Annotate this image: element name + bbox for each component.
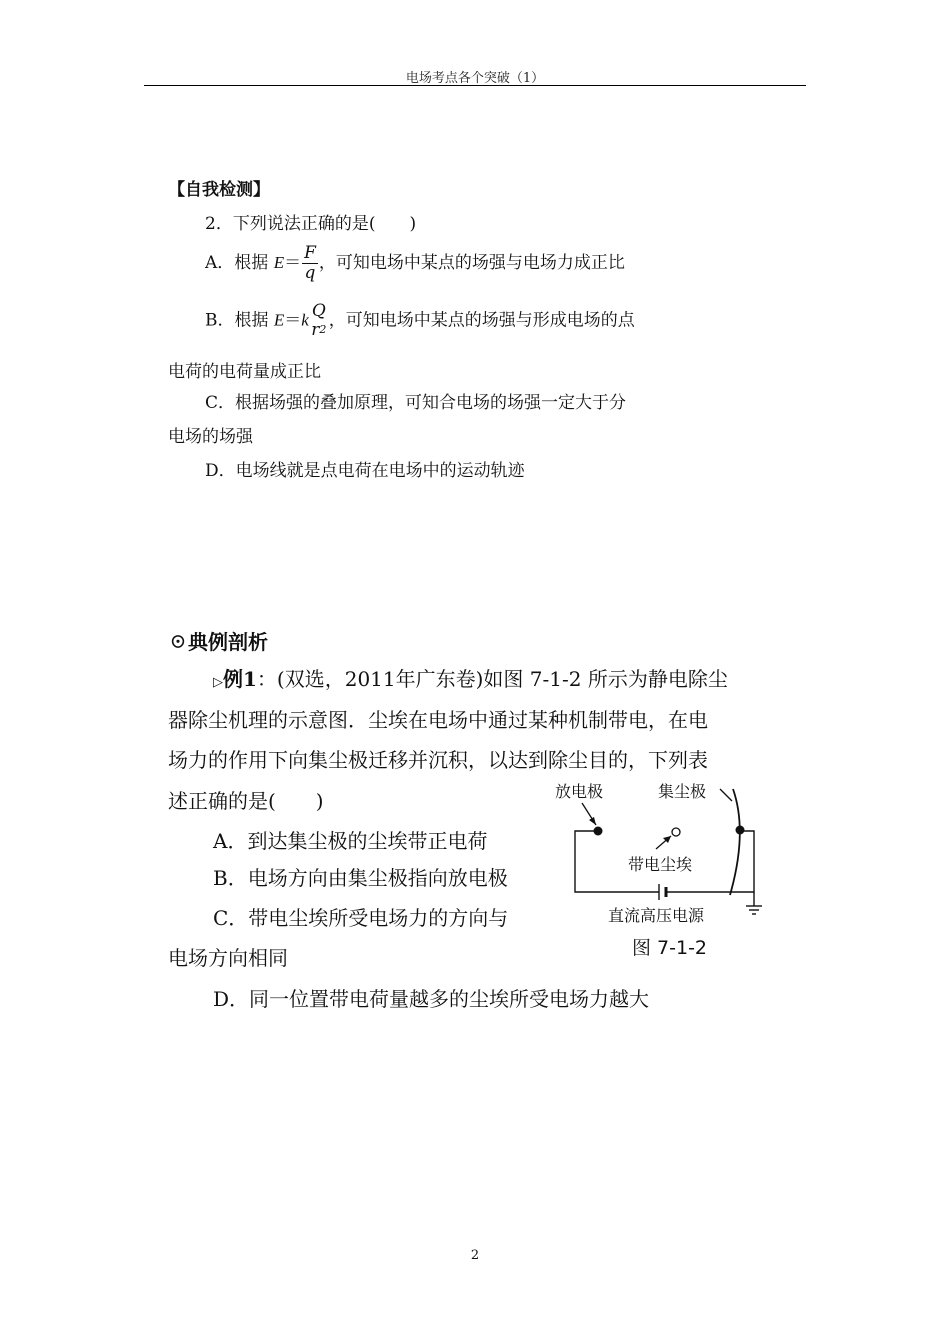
option-b-var: E [273, 310, 285, 330]
figure-caption: 图 7-1-2 [632, 937, 708, 959]
electrostatic-precipitator-diagram [550, 775, 780, 970]
page-number: 2 [470, 1248, 480, 1263]
option-b-k: k [301, 310, 309, 330]
option-b-continuation: 电荷的电荷量成正比 [168, 362, 321, 382]
example-1-intro-4: 述正确的是( ) [168, 789, 324, 813]
option-a-numerator: F [304, 243, 316, 263]
example-option-c-line2: 电场方向相同 [168, 946, 288, 970]
option-c-line1: C．根据场强的叠加原理，可知合电场的场强一定大于分 [205, 393, 627, 413]
collector-electrode-label: 集尘极 [658, 782, 707, 801]
option-a-fraction [302, 245, 318, 282]
collector-plate [730, 789, 740, 895]
page-header: 电场考点各个突破（1） [405, 71, 545, 86]
charged-dust-label: 带电尘埃 [628, 855, 693, 874]
example-1-label: 例1 [223, 667, 257, 691]
option-a [205, 245, 625, 282]
collector-pointer-line [720, 789, 732, 801]
power-source-label: 直流高压电源 [608, 906, 705, 925]
header-rule [144, 85, 806, 86]
option-a-suffix: ，可知电场中某点的场强与电场力成正比 [318, 253, 625, 273]
option-c-line2: 电场的场强 [168, 427, 253, 447]
collector-electrode-dot [736, 826, 745, 835]
option-b-suffix: ，可知电场中某点的场强与形成电场的点 [328, 310, 635, 331]
example-option-c-line1: C．带电尘埃所受电场力的方向与 [213, 906, 509, 930]
example-option-a: A．到达集尘极的尘埃带正电荷 [213, 829, 488, 853]
example-option-b: B．电场方向由集尘极指向放电极 [213, 866, 508, 890]
option-a-prefix: A．根据 [205, 253, 274, 273]
option-b-exponent: 2 [319, 323, 327, 336]
play-marker-icon: ▷ [213, 675, 223, 690]
option-b-denominator-wrap [310, 321, 328, 339]
examples-heading: ☉典例剖析 [168, 630, 268, 654]
option-b-eq: ＝ [284, 310, 302, 331]
option-a-denominator: q [304, 263, 316, 283]
option-a-var: E [273, 253, 285, 272]
example-1-intro-2: 器除尘机理的示意图．尘埃在电场中通过某种机制带电，在电 [168, 708, 708, 732]
discharge-electrode-label: 放电极 [555, 782, 604, 801]
option-d: D．电场线就是点电荷在电场中的运动轨迹 [205, 461, 525, 481]
option-b-fraction [310, 303, 328, 339]
dust-particle [672, 828, 680, 836]
example-1-intro-3: 场力的作用下向集尘极迁移并沉积，以达到除尘目的，下列表 [168, 748, 708, 772]
example-option-d: D．同一位置带电荷量越多的尘埃所受电场力越大 [213, 987, 650, 1011]
discharge-pointer-arrowhead [589, 817, 596, 825]
example-1-intro-1: ：(双选，2011年广东卷)如图 7-1-2 所示为静电除尘 [256, 667, 728, 691]
question-2: 2．下列说法正确的是( ) [205, 214, 417, 234]
option-b [205, 303, 635, 339]
self-check-heading: 【自我检测】 [168, 180, 270, 200]
option-b-prefix: B．根据 [205, 310, 274, 331]
option-b-denominator: r [311, 320, 320, 340]
option-a-eq: ＝ [284, 253, 302, 273]
option-b-numerator: Q [311, 301, 326, 321]
example-1-line1 [213, 663, 728, 692]
